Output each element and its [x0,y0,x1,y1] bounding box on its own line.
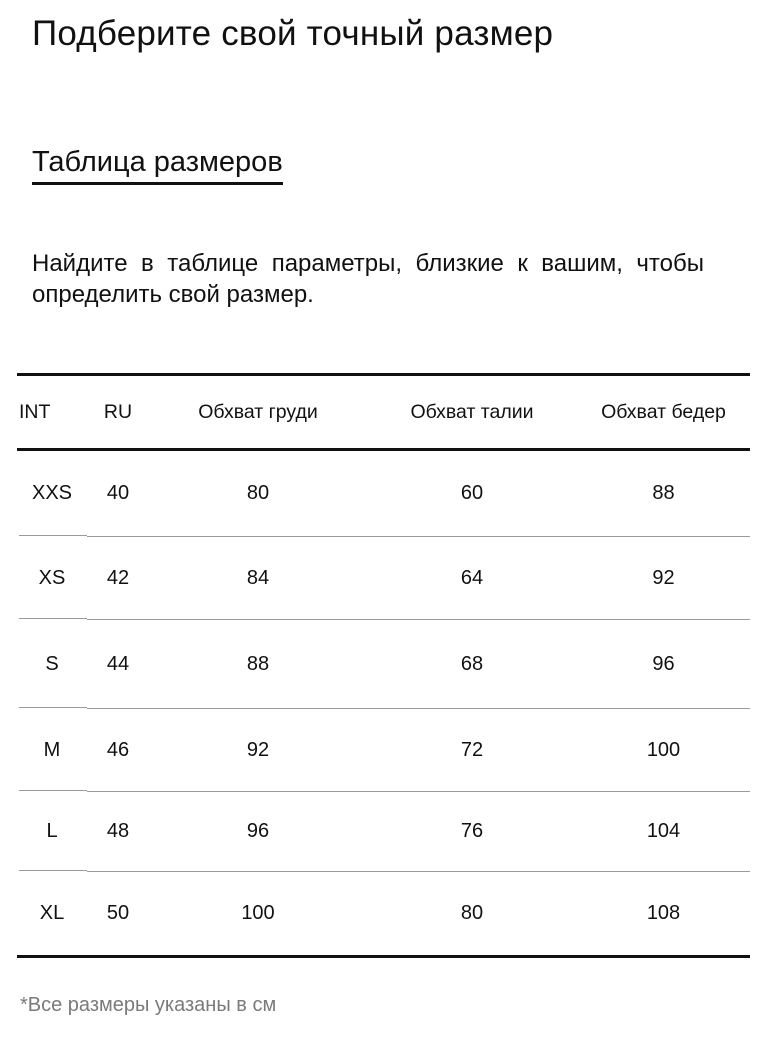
table-row [17,537,750,620]
cell-hips: 96 [577,620,750,709]
table-row [17,450,750,537]
cell-chest: 96 [149,792,367,872]
cell-waist: 68 [367,620,577,709]
cell-ru: 40 [87,450,149,537]
cell-int: XS [17,537,87,620]
size-table [17,373,750,958]
cell-ru: 48 [87,792,149,872]
cell-chest: 80 [149,450,367,537]
cell-ru: 42 [87,537,149,620]
cell-int: XL [17,872,87,957]
header-waist: Обхват талии [410,400,534,423]
cell-int: S [17,620,87,709]
header-int: INT [19,400,51,423]
table-row [17,792,750,872]
intro-text: Найдите в таблице параметры, близкие к вашим, чтобы определить свой размер. [32,250,704,308]
cell-chest: 84 [149,537,367,620]
header-chest: Обхват груди [198,400,318,423]
cell-int: L [17,792,87,872]
cell-hips: 88 [577,450,750,537]
cell-waist: 80 [367,872,577,957]
cell-chest: 92 [149,709,367,792]
cell-int: XXS [17,450,87,537]
footnote: *Все размеры указаны в см [20,994,277,1016]
cell-waist: 76 [367,792,577,872]
tab-size-chart[interactable]: Таблица размеров [32,146,283,185]
header-ru: RU [103,400,133,423]
table-body [17,450,750,957]
cell-chest: 100 [149,872,367,957]
cell-waist: 64 [367,537,577,620]
table-header [17,375,750,450]
table-row [17,620,750,709]
page-title: Подберите свой точный размер [32,14,554,53]
cell-ru: 44 [87,620,149,709]
table-row [17,872,750,957]
cell-hips: 100 [577,709,750,792]
cell-waist: 60 [367,450,577,537]
table-row [17,709,750,792]
cell-hips: 108 [577,872,750,957]
header-hips: Обхват бедер [601,400,726,423]
cell-hips: 92 [577,537,750,620]
cell-hips: 104 [577,792,750,872]
table-header-row [17,375,750,450]
cell-chest: 88 [149,620,367,709]
cell-ru: 46 [87,709,149,792]
cell-int: M [17,709,87,792]
cell-ru: 50 [87,872,149,957]
cell-waist: 72 [367,709,577,792]
